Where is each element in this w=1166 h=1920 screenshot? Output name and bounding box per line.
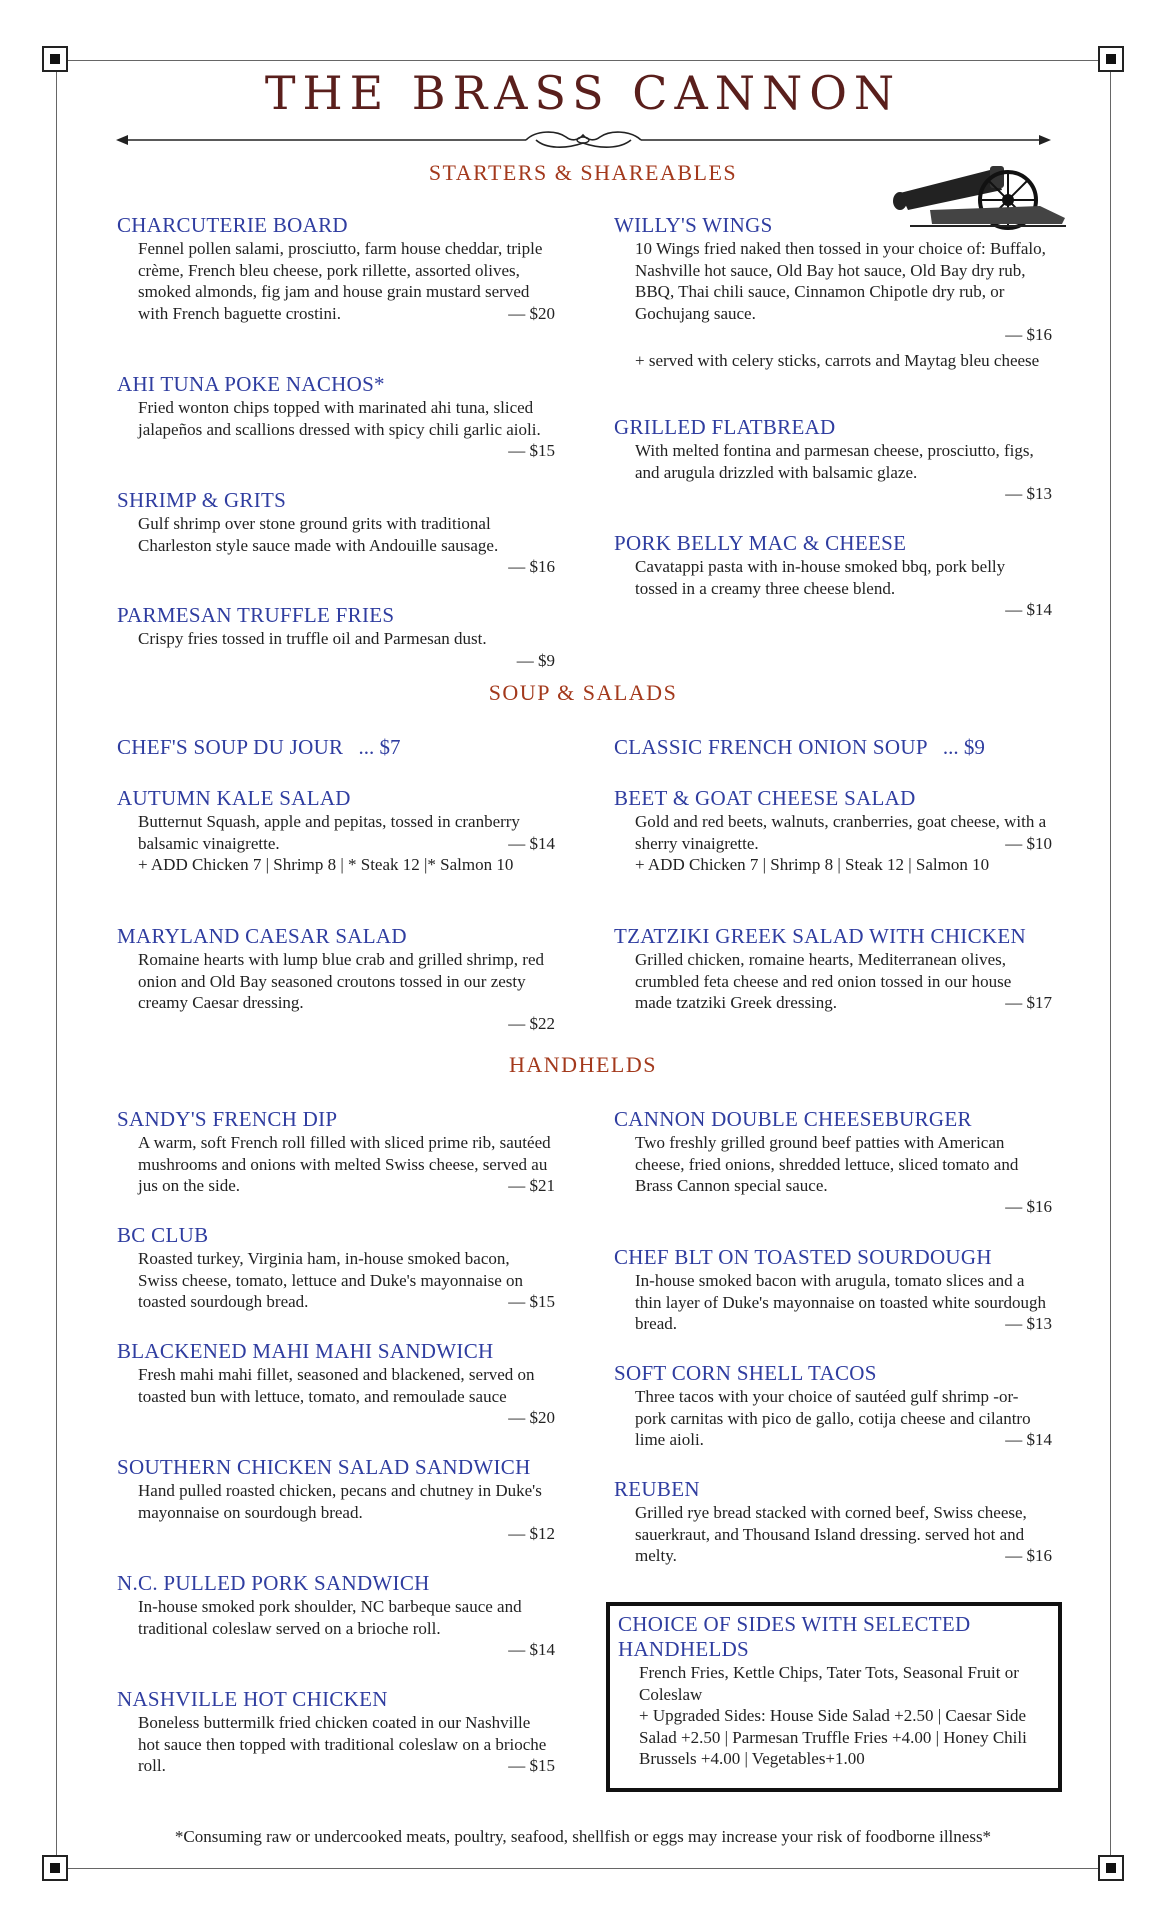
item-price: — $13 <box>1005 483 1052 503</box>
item-name: SOFT CORN SHELL TACOS <box>614 1361 877 1385</box>
item-price: — $12 <box>508 1524 555 1543</box>
item-description: Gulf shrimp over stone ground grits with traditional Charleston style sauce made with Andouille sausage. — $16 <box>138 514 555 576</box>
section-heading-starters: STARTERS & SHAREABLES <box>428 160 738 185</box>
item-description: Three tacos with your choice of sautéed gulf shrimp -or- pork carnitas with pico de gallo, cotija cheese and cilantro lime aioli. — $14 <box>635 1387 1052 1449</box>
item-price: — $22 <box>508 1014 555 1033</box>
menu-item <box>117 372 557 461</box>
item-description: Boneless buttermilk fried chicken coated in our Nashville hot sauce then topped with traditional coleslaw on a brioche roll. — $15 <box>138 1713 555 1775</box>
item-price: — $14 <box>1005 600 1052 619</box>
item-price: — $9 <box>516 650 555 670</box>
menu-item <box>117 1223 557 1312</box>
item-description: 10 Wings fried naked then tossed in your choice of: Buffalo, Nashville hot sauce, Old Bay hot sauce, Old Bay dry rub, BBQ, Thai chili sauce, Cinnamon Chipotle dry rub, or Gochujang sauce. <box>635 239 1046 323</box>
item-extra: + ADD Chicken 7 | Shrimp 8 | * Steak 12 |* Salmon 10 <box>138 855 514 874</box>
item-price: — $14 <box>508 833 555 853</box>
menu-item <box>117 488 557 577</box>
item-price: — $14 <box>1005 1429 1052 1449</box>
item-price: — $16 <box>1005 1197 1052 1216</box>
item-price: — $15 <box>508 440 555 460</box>
menu-item <box>614 213 1054 371</box>
menu-item <box>117 1339 557 1428</box>
item-description: Butternut Squash, apple and pepitas, tossed in cranberry balsamic vinaigrette. — $14 <box>138 812 555 853</box>
menu-item <box>117 1571 557 1660</box>
item-name: BLACKENED MAHI MAHI SANDWICH <box>117 1339 494 1363</box>
frame-bottom-line <box>56 1868 1110 1869</box>
item-name: SANDY'S FRENCH DIP <box>117 1107 338 1131</box>
corner-ornament-icon <box>42 1855 68 1881</box>
item-price: ... $7 <box>358 735 401 759</box>
item-description: Crispy fries tossed in truffle oil and Parmesan dust. — $9 <box>138 629 555 670</box>
item-description: Roasted turkey, Virginia ham, in-house smoked bacon, Swiss cheese, tomato, lettuce and Duke's mayonnaise on toasted sourdough bread. — $15 <box>138 1249 555 1311</box>
corner-ornament-icon <box>1098 1855 1124 1881</box>
item-description: Cavatappi pasta with in-house smoked bbq, pork belly tossed in a creamy three cheese blend. <box>635 557 1006 598</box>
sides-title: CHOICE OF SIDES WITH SELECTED HANDHELDS <box>618 1612 971 1661</box>
menu-item <box>117 735 557 760</box>
item-name: NASHVILLE HOT CHICKEN <box>117 1687 388 1711</box>
item-name: CANNON DOUBLE CHEESEBURGER <box>614 1107 972 1131</box>
item-price: ... $9 <box>942 735 985 759</box>
item-name: CHEF BLT ON TOASTED SOURDOUGH <box>614 1245 992 1269</box>
item-name: AHI TUNA POKE NACHOS* <box>117 372 385 396</box>
section-heading-soups: SOUP & SALADS <box>488 680 678 705</box>
item-name: CHARCUTERIE BOARD <box>117 213 348 237</box>
restaurant-title: THE BRASS CANNON <box>264 66 902 120</box>
item-name: WILLY'S WINGS <box>614 213 773 237</box>
menu-item <box>614 1477 1054 1566</box>
foodborne-disclaimer: *Consuming raw or undercooked meats, poultry, seafood, shellfish or eggs may increase your risk of foodborne illness* <box>174 1827 992 1846</box>
item-description: Fresh mahi mahi fillet, seasoned and blackened, served on toasted bun with lettuce, tomato, and remoulade sauce — $20 <box>138 1365 555 1427</box>
menu-item <box>117 786 557 876</box>
item-description: In-house smoked bacon with arugula, tomato slices and a thin layer of Duke's mayonnaise on toasted white sourdough bread. — $13 <box>635 1271 1052 1333</box>
item-name: AUTUMN KALE SALAD <box>117 786 351 810</box>
item-name: BEET & GOAT CHEESE SALAD <box>614 786 916 810</box>
item-name: SHRIMP & GRITS <box>117 488 287 512</box>
item-name: BC CLUB <box>117 1223 209 1247</box>
frame-left-line <box>56 60 57 1868</box>
item-price: — $16 <box>1005 325 1052 344</box>
item-name: SOUTHERN CHICKEN SALAD SANDWICH <box>117 1455 531 1479</box>
menu-item <box>117 1687 557 1776</box>
item-price: — $17 <box>1005 992 1052 1012</box>
menu-item <box>614 1245 1054 1334</box>
item-price: — $21 <box>508 1175 555 1195</box>
sides-description: French Fries, Kettle Chips, Tater Tots, Seasonal Fruit or Coleslaw <box>639 1663 1019 1704</box>
item-price: — $15 <box>508 1755 555 1775</box>
menu-item <box>614 1107 1054 1218</box>
frame-top-line <box>56 60 1110 61</box>
item-name: GRILLED FLATBREAD <box>614 415 836 439</box>
item-name: MARYLAND CAESAR SALAD <box>117 924 407 948</box>
item-name: PORK BELLY MAC & CHEESE <box>614 531 907 555</box>
item-description: Gold and red beets, walnuts, cranberries, goat cheese, with a sherry vinaigrette. — $10 <box>635 812 1052 853</box>
item-price: — $16 <box>508 556 555 576</box>
frame-right-line <box>1110 60 1111 1868</box>
item-price: — $16 <box>1005 1545 1052 1565</box>
item-price: — $20 <box>508 1407 555 1427</box>
item-price: — $20 <box>508 303 555 323</box>
item-price: — $13 <box>1005 1313 1052 1333</box>
menu-item <box>117 924 557 1035</box>
menu-item <box>614 786 1054 876</box>
menu-item <box>614 735 1054 760</box>
menu-item <box>614 1361 1054 1450</box>
sides-box <box>606 1602 1062 1792</box>
item-name: CLASSIC FRENCH ONION SOUP <box>614 735 928 759</box>
item-price: — $10 <box>1005 833 1052 853</box>
item-description: A warm, soft French roll filled with sliced prime rib, sautéed mushrooms and onions with melted Swiss cheese, served au jus on the side. — $21 <box>138 1133 555 1195</box>
menu-item <box>614 531 1054 621</box>
sides-upgrades: + Upgraded Sides: House Side Salad +2.50 | Caesar Side Salad +2.50 | Parmesan Truffle Fries +4.00 | Honey Chili Brussels +4.00 | Vegetables+1.00 <box>639 1706 1027 1768</box>
item-name: CHEF'S SOUP DU JOUR <box>117 735 344 759</box>
item-name: TZATZIKI GREEK SALAD WITH CHICKEN <box>614 924 1026 948</box>
item-description: Grilled chicken, romaine hearts, Mediterranean olives, crumbled feta cheese and red onion tossed in our house made tzatziki Greek dressing. — $17 <box>635 950 1052 1012</box>
item-name: N.C. PULLED PORK SANDWICH <box>117 1571 430 1595</box>
item-name: REUBEN <box>614 1477 700 1501</box>
item-description: Two freshly grilled ground beef patties with American cheese, fried onions, shredded lettuce, sliced tomato and Brass Cannon special sauce. <box>635 1133 1019 1195</box>
item-extra: + ADD Chicken 7 | Shrimp 8 | Steak 12 | Salmon 10 <box>635 855 990 874</box>
menu-item <box>117 1455 557 1545</box>
item-description: Romaine hearts with lump blue crab and grilled shrimp, red onion and Old Bay seasoned croutons tossed in our zesty creamy Caesar dressing. <box>138 950 545 1012</box>
item-name: PARMESAN TRUFFLE FRIES <box>117 603 395 627</box>
item-price: — $15 <box>508 1291 555 1311</box>
menu-item <box>117 1107 557 1196</box>
item-description: Fried wonton chips topped with marinated ahi tuna, sliced jalapeños and scallions dressed with spicy chili garlic aioli. — $15 <box>138 398 555 460</box>
menu-item <box>117 603 557 671</box>
menu-item <box>117 213 557 324</box>
item-extra: + served with celery sticks, carrots and Maytag bleu cheese <box>635 350 1040 370</box>
item-description: With melted fontina and parmesan cheese, prosciutto, figs, and arugula drizzled with balsamic glaze. — $13 <box>635 441 1052 503</box>
item-description: Fennel pollen salami, prosciutto, farm house cheddar, triple crème, French bleu cheese, pork rillette, assorted olives, smoked almonds, fig jam and house grain mustard served with French baguette crostini. — $20 <box>138 239 555 323</box>
item-description: Hand pulled roasted chicken, pecans and chutney in Duke's mayonnaise on sourdough bread. <box>138 1481 542 1522</box>
section-heading-handhelds: HANDHELDS <box>509 1052 657 1077</box>
item-description: In-house smoked pork shoulder, NC barbeque sauce and traditional coleslaw served on a brioche roll. — $14 <box>138 1597 555 1659</box>
item-price: — $14 <box>508 1639 555 1659</box>
menu-item <box>614 415 1054 504</box>
item-description: Grilled rye bread stacked with corned beef, Swiss cheese, sauerkraut, and Thousand Island dressing. served hot and melty. — $16 <box>635 1503 1052 1565</box>
menu-item <box>614 924 1054 1013</box>
